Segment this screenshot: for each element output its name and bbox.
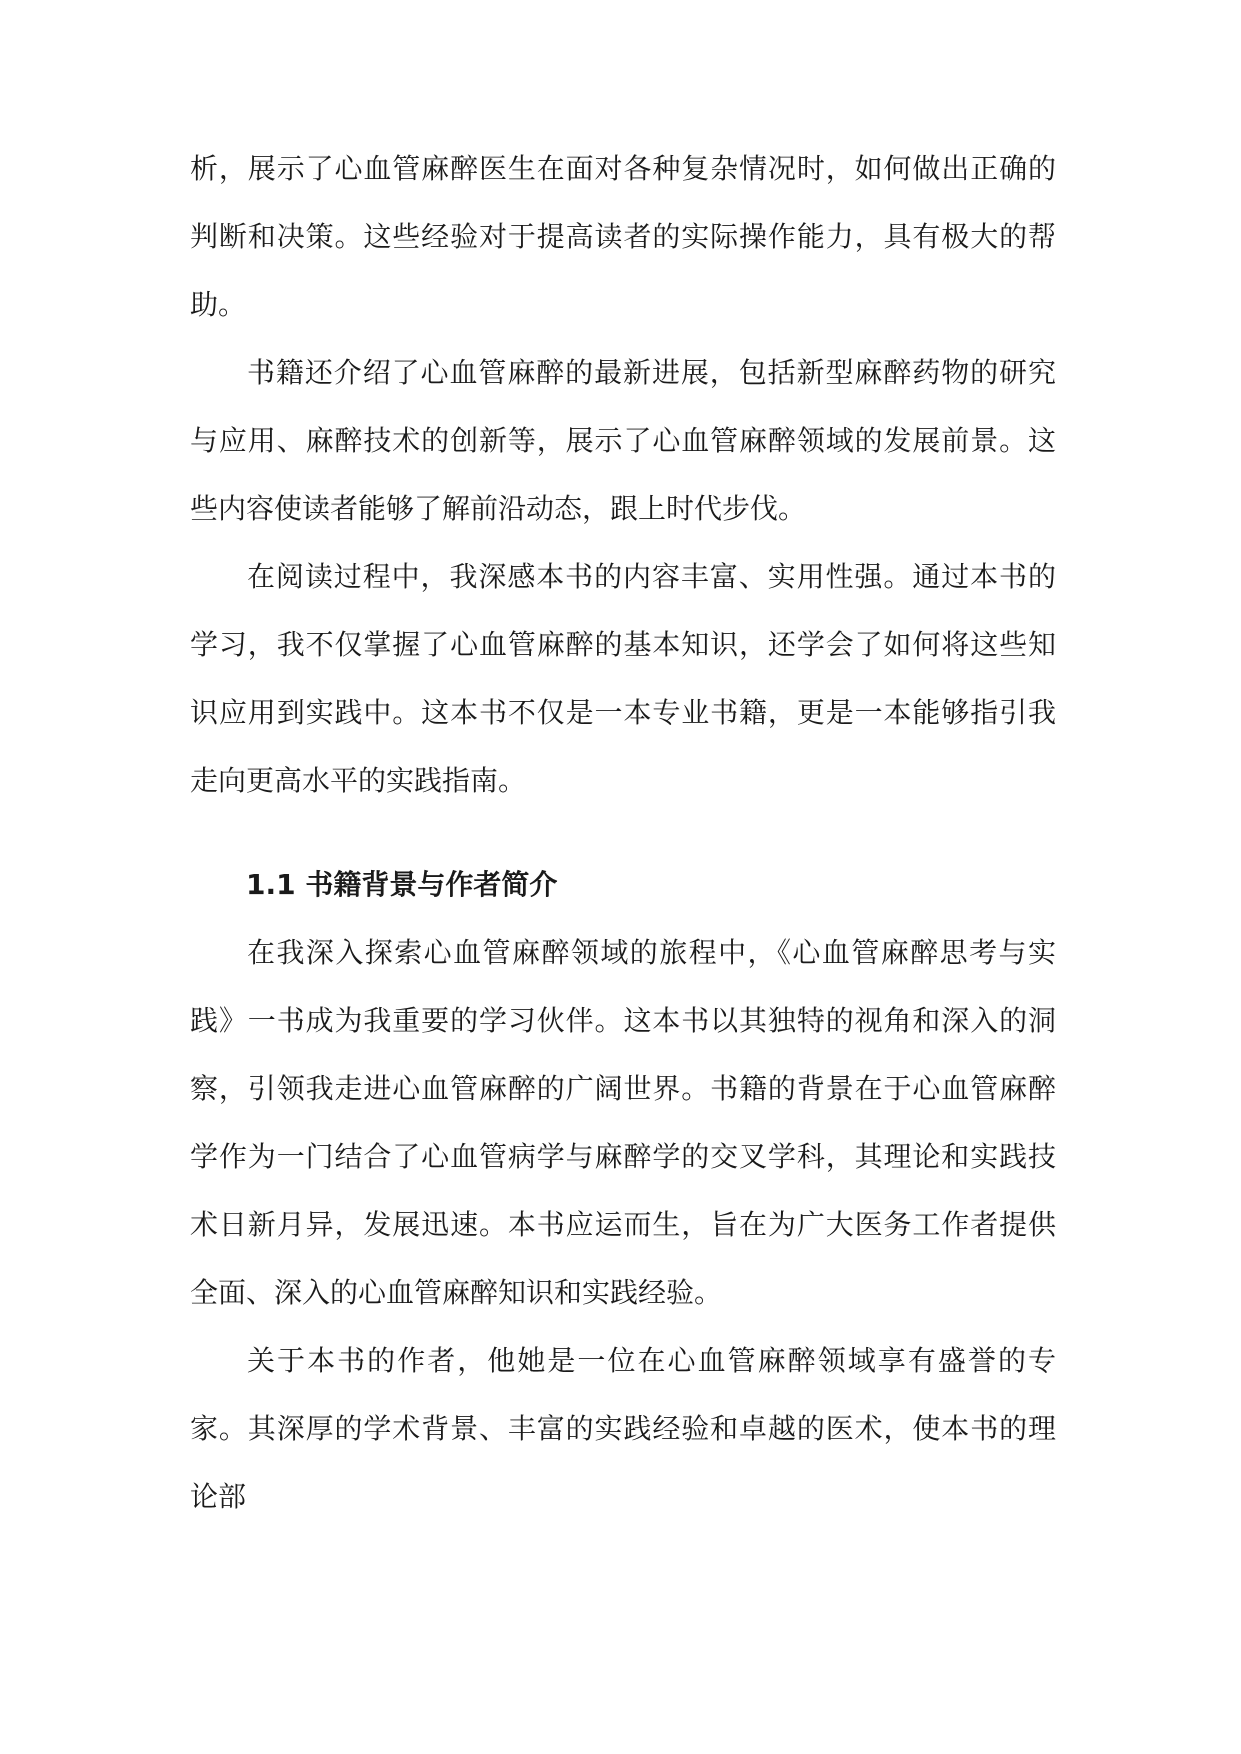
paragraph-continued: 析，展示了心血管麻醉医生在面对各种复杂情况时，如何做出正确的判断和决策。这些经验对于提高读者的实际操作能力，具有极大的帮助。: [190, 152, 1056, 321]
paragraph-reading-reflection: 在阅读过程中，我深感本书的内容丰富、实用性强。通过本书的学习，我不仅掌握了心血管麻醉的基本知识，还学会了如何将这些知识应用到实践中。这本书不仅是一本专业书籍，更是一本能够指引我走向更高水平的实践指南。: [190, 560, 1056, 797]
section-heading: 1.1 书籍背景与作者简介: [246, 868, 558, 901]
paragraph-latest-progress: 书籍还介绍了心血管麻醉的最新进展，包括新型麻醉药物的研究与应用、麻醉技术的创新等，展示了心血管麻醉领域的发展前景。这些内容使读者能够了解前沿动态，跟上时代步伐。: [190, 356, 1056, 525]
paragraph-about-author: 关于本书的作者，他她是一位在心血管麻醉领域享有盛誉的专家。其深厚的学术背景、丰富的实践经验和卓越的医术，使本书的理论部: [190, 1344, 1056, 1513]
document-body: [190, 135, 1056, 1531]
paragraph-book-background: 在我深入探索心血管麻醉领域的旅程中，《心血管麻醉思考与实践》一书成为我重要的学习伙伴。这本书以其独特的视角和深入的洞察，引领我走进心血管麻醉的广阔世界。书籍的背景在于心血管麻醉学作为一门结合了心血管病学与麻醉学的交叉学科，其理论和实践技术日新月异，发展迅速。本书应运而生，旨在为广大医务工作者提供全面、深入的心血管麻醉知识和实践经验。: [190, 936, 1056, 1309]
